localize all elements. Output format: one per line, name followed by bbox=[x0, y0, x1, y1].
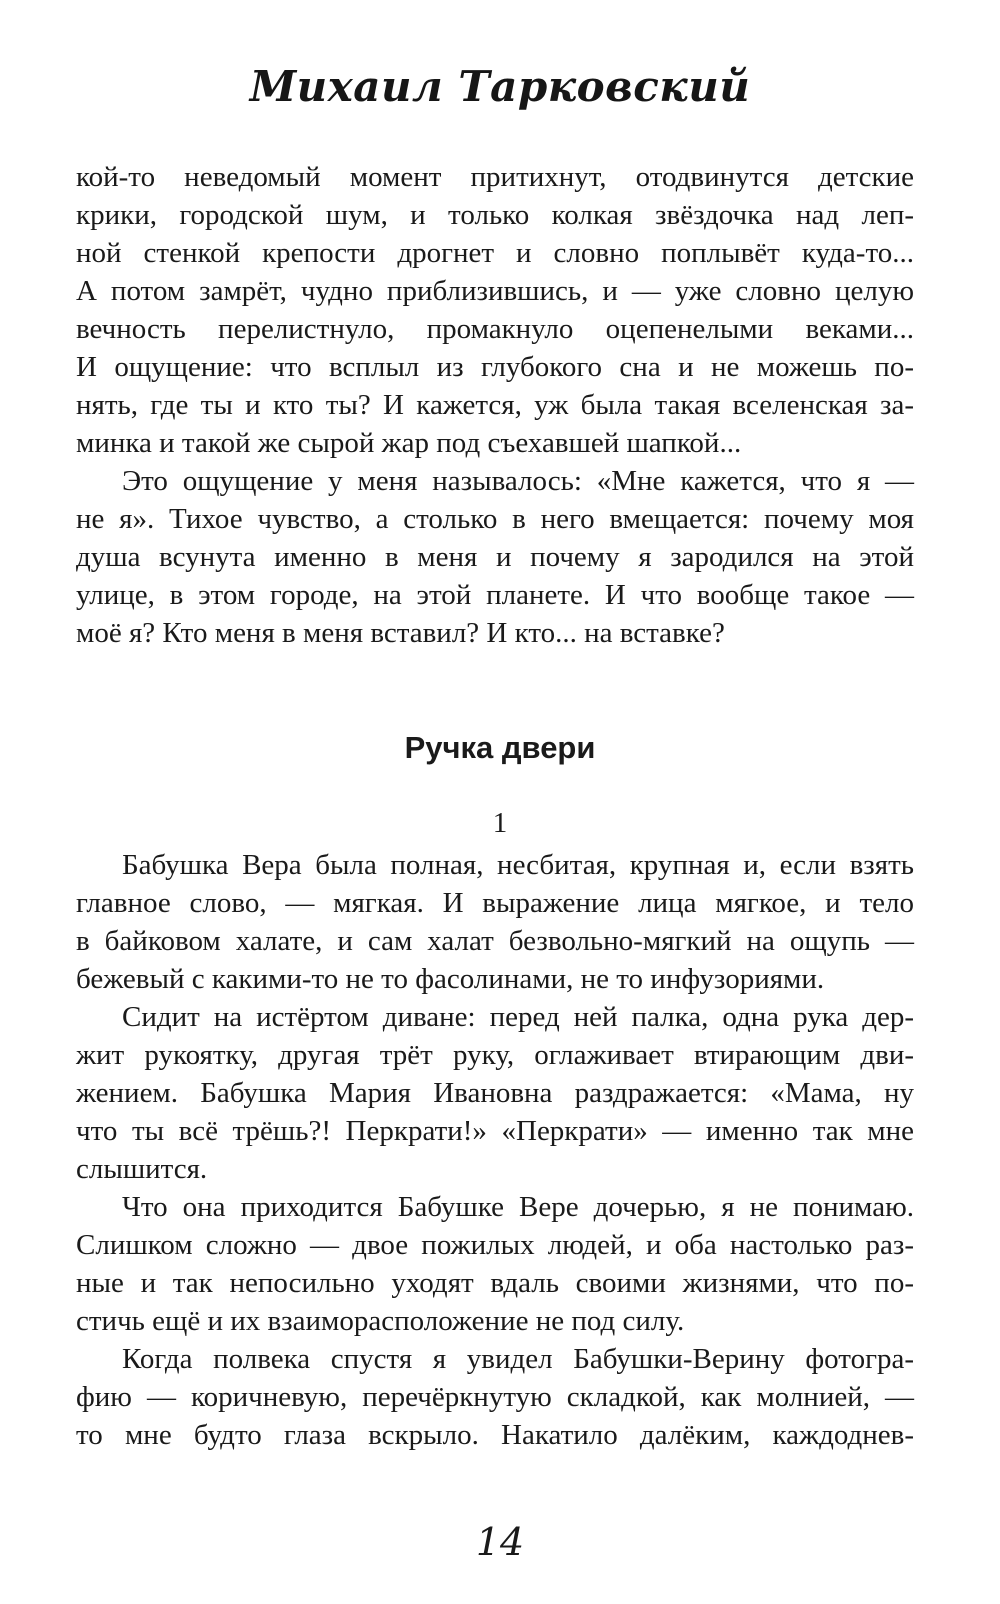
section-number: 1 bbox=[492, 807, 508, 839]
text-line: вечность перелистнуло, промакнуло оцепенелыми веками... bbox=[76, 313, 914, 345]
text-line: жит рукоятку, другая трёт руку, оглаживает втирающим дви- bbox=[76, 1039, 914, 1071]
text-line: фию — коричневую, перечёркнутую складкой, как молнией, — bbox=[76, 1381, 914, 1413]
text-line: слышится. bbox=[76, 1153, 208, 1185]
text-line: ные и так непосильно уходят вдаль своими жизнями, что по- bbox=[76, 1267, 914, 1299]
text-line: Сидит на истёртом диване: перед ней палка, одна рука дер- bbox=[122, 1001, 914, 1033]
text-line: то мне будто глаза вскрыло. Накатило далёким, каждоднев- bbox=[76, 1419, 914, 1451]
text-line: бежевый с какими-то не то фасолинами, не то инфузориями. bbox=[76, 963, 825, 995]
paragraph bbox=[76, 1188, 914, 1340]
text-line: Слишком сложно — двое пожилых людей, и оба настолько раз- bbox=[76, 1229, 914, 1261]
text-line: главное слово, — мягкая. И выражение лица мягкое, и тело bbox=[76, 887, 914, 919]
page-number: 14 bbox=[475, 1520, 525, 1564]
text-line: И ощущение: что всплыл из глубокого сна и не можешь по- bbox=[76, 351, 914, 383]
text-line: не я». Тихое чувство, а столько в него вмещается: почему моя bbox=[76, 503, 914, 535]
text-block-chapter bbox=[76, 846, 914, 1454]
paragraph bbox=[76, 846, 914, 998]
text-line: улице, в этом городе, на этой планете. И что вообще такое — bbox=[76, 579, 914, 611]
paragraph bbox=[76, 462, 914, 652]
text-line: Это ощущение у меня называлось: «Мне кажется, что я — bbox=[122, 465, 914, 497]
text-line: А потом замрёт, чудно приблизившись, и — уже словно целую bbox=[76, 275, 914, 307]
chapter-title: Ручка двери bbox=[404, 730, 596, 765]
text-block-continuation bbox=[76, 158, 914, 652]
text-line: в байковом халате, и сам халат безвольно-мягкий на ощупь — bbox=[76, 925, 914, 957]
paragraph bbox=[76, 158, 914, 462]
text-line: душа всунута именно в меня и почему я зародился на этой bbox=[76, 541, 914, 573]
paragraph bbox=[76, 998, 914, 1188]
text-line: Когда полвека спустя я увидел Бабушки-Верину фотогра- bbox=[122, 1343, 914, 1375]
text-line: кой-то неведомый момент притихнут, отодвинутся детские bbox=[76, 161, 914, 193]
text-line: моё я? Кто меня в меня вставил? И кто... на вставке? bbox=[76, 617, 725, 649]
text-line: Что она приходится Бабушке Вере дочерью, я не понимаю. bbox=[122, 1191, 914, 1223]
text-line: ной стенкой крепости дрогнет и словно поплывёт куда-то... bbox=[76, 237, 914, 269]
paragraph bbox=[76, 1340, 914, 1454]
text-line: стичь ещё и их взаиморасположение не под силу. bbox=[76, 1305, 685, 1337]
text-line: жением. Бабушка Мария Ивановна раздражается: «Мама, ну bbox=[76, 1077, 914, 1109]
text-line: минка и такой же сырой жар под съехавшей шапкой... bbox=[76, 427, 742, 459]
text-line: крики, городской шум, и только колкая звёздочка над леп- bbox=[76, 199, 914, 231]
text-line: Бабушка Вера была полная, несбитая, крупная и, если взять bbox=[122, 849, 914, 881]
text-line: нять, где ты и кто ты? И кажется, уж была такая вселенская за- bbox=[76, 389, 914, 421]
text-line: что ты всё трёшь?! Перкрати!» «Перкрати» — именно так мне bbox=[76, 1115, 914, 1147]
running-title: Михаил Тарковский bbox=[249, 62, 751, 111]
